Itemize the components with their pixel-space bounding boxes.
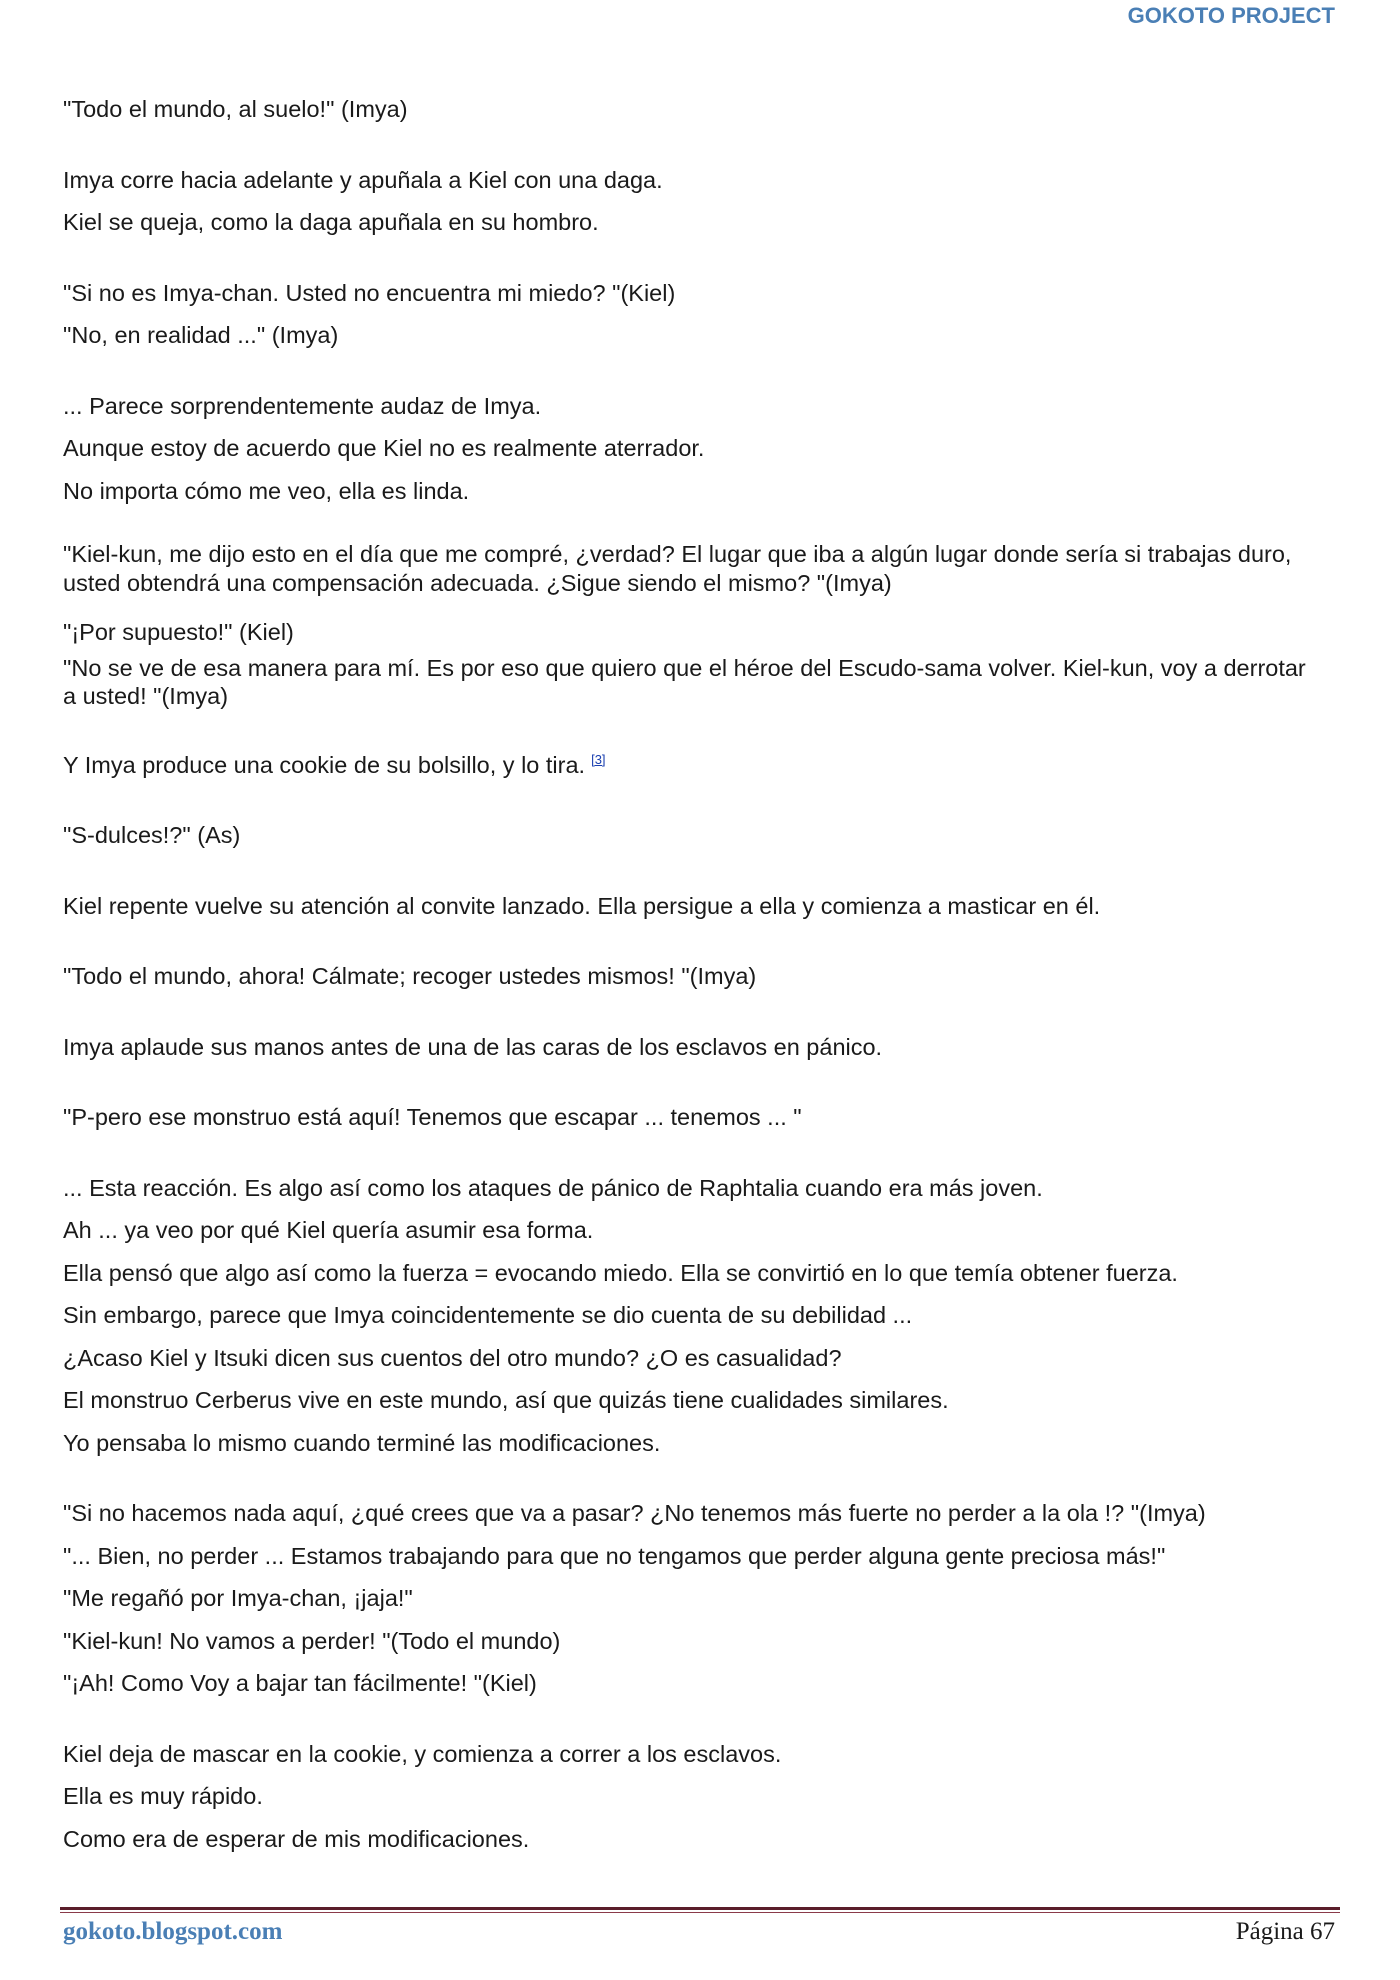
text-line: "¡Ah! Como Voy a bajar tan fácilmente! "(Kiel) (63, 1670, 537, 1696)
page-number: Página 67 (1235, 1918, 1335, 1945)
text-line: "P-pero ese monstruo está aquí! Tenemos que escapar ... tenemos ... " (63, 1104, 802, 1130)
paragraph (63, 385, 1323, 513)
paragraph (63, 1167, 1323, 1465)
text-line: "Si no es Imya-chan. Usted no encuentra mi miedo? "(Kiel) (63, 279, 676, 306)
paragraph (63, 955, 1323, 998)
paragraph (63, 540, 1323, 711)
text-line: Y Imya produce una cookie de su bolsillo, y lo tira. (63, 751, 586, 778)
text-line: Sin embargo, parece que Imya coincidentemente se dio cuenta de su debilidad ... (63, 1302, 913, 1328)
text-line: Como era de esperar de mis modificaciones. (63, 1825, 530, 1852)
paragraph (63, 1492, 1323, 1705)
text-line: "Si no hacemos nada aquí, ¿qué crees que va a pasar? ¿No tenemos más fuerte no perder a la ola !? "(Imya) (63, 1500, 1206, 1526)
text-line-with-footnote (63, 739, 1323, 787)
text-line: "Todo el mundo, al suelo!" (Imya) (63, 96, 408, 122)
text-line: Aunque estoy de acuerdo que Kiel no es realmente aterrador. (63, 435, 705, 461)
paragraph (63, 272, 1323, 357)
text-line: ... Esta reacción. Es algo así como los ataques de pánico de Raphtalia cuando era más joven. (63, 1174, 1043, 1201)
footer-divider (60, 1907, 1340, 1910)
footnote-link[interactable]: [3] (591, 751, 606, 767)
text-line: Kiel deja de mascar en la cookie, y comienza a correr a los esclavos. (63, 1740, 782, 1767)
paragraph (63, 885, 1323, 928)
text-line: No importa cómo me veo, ella es linda. (63, 477, 470, 504)
paragraph (63, 1026, 1323, 1069)
text-line: ¿Acaso Kiel y Itsuki dicen sus cuentos del otro mundo? ¿O es casualidad? (63, 1344, 842, 1371)
text-line: Ah ... ya veo por qué Kiel quería asumir esa forma. (63, 1217, 594, 1243)
header-title: GOKOTO PROJECT (1127, 3, 1335, 28)
footer-divider-thin (60, 1912, 1340, 1913)
text-line: "No se ve de esa manera para mí. Es por eso que quiero que el héroe del Escudo-sama volver. Kiel-kun, voy a derrotar a usted! "(Imya) (63, 654, 1306, 709)
footer-blog-link[interactable]: gokoto.blogspot.com (63, 1918, 283, 1945)
text-line: "Todo el mundo, ahora! Cálmate; recoger ustedes mismos! "(Imya) (63, 963, 757, 989)
paragraph (63, 739, 1323, 787)
text-line: "Kiel-kun, me dijo esto en el día que me compré, ¿verdad? El lugar que iba a algún lugar donde sería si trabajas duro, usted obtendrá una compensación adecuada. ¿Sigue siendo el mismo? "(Imya) (63, 541, 1292, 596)
text-line: Kiel repente vuelve su atención al convite lanzado. Ella persigue a ella y comienza a masticar en él. (63, 892, 1101, 919)
paragraph (63, 1733, 1323, 1861)
text-line: El monstruo Cerberus vive en este mundo, así que quizás tiene cualidades similares. (63, 1387, 949, 1413)
paragraph (63, 88, 1323, 131)
text-line: "S-dulces!?" (As) (63, 822, 241, 848)
text-line: "Kiel-kun! No vamos a perder! "(Todo el mundo) (63, 1627, 561, 1654)
body-text (63, 88, 1323, 1888)
paragraph (63, 814, 1323, 857)
text-line: "Me regañó por Imya-chan, ¡jaja!" (63, 1585, 413, 1611)
text-line: Imya corre hacia adelante y apuñala a Kiel con una daga. (63, 166, 663, 193)
text-line: ... Parece sorprendentemente audaz de Imya. (63, 392, 542, 419)
paragraph (63, 159, 1323, 244)
text-line: "¡Por supuesto!" (Kiel) (63, 619, 294, 645)
text-line: "No, en realidad ..." (Imya) (63, 322, 339, 348)
paragraph (63, 1096, 1323, 1139)
text-line: Ella pensó que algo así como la fuerza = evocando miedo. Ella se convirtió en lo que temía obtener fuerza. (63, 1259, 1178, 1286)
text-line: Kiel se queja, como la daga apuñala en su hombro. (63, 209, 599, 235)
text-line: Ella es muy rápido. (63, 1783, 263, 1809)
text-line: "... Bien, no perder ... Estamos trabajando para que no tengamos que perder alguna gente preciosa más!" (63, 1542, 1166, 1569)
text-line: Yo pensaba lo mismo cuando terminé las modificaciones. (63, 1429, 661, 1456)
text-line: Imya aplaude sus manos antes de una de las caras de los esclavos en pánico. (63, 1033, 883, 1060)
